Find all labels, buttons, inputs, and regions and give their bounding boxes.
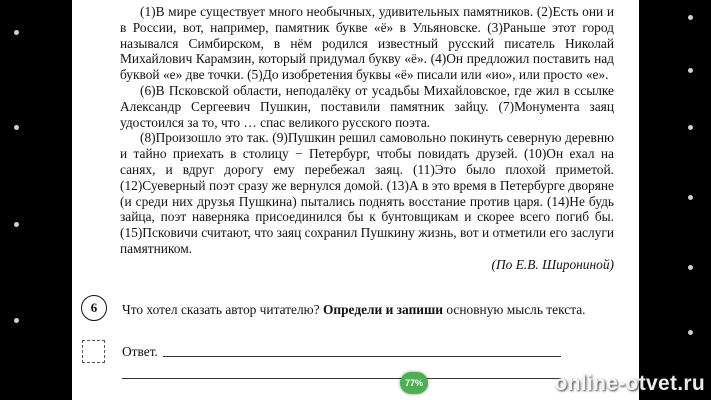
paragraph-1: (1)В мире существует много необычных, удивительных памятников. (2)Есть они и в России, вот, например, памятник букве «ё» в Ульяновске. (3)Раньше этот город назывался Симбирском, в нём родился известный русский писатель Николай Михайлович Карамзин, который придумал букву «ё». (4)Он предложил поставить над буквой «е» две точки. (5)До изобретения буквы «ё» писали или «ио», или просто «е». xyxy=(120,4,614,83)
document-page xyxy=(72,0,639,400)
answer-line-1[interactable] xyxy=(163,356,561,357)
question-text-start: Что хотел сказать автор читателю? xyxy=(122,302,323,317)
left-dot-icon xyxy=(14,30,19,35)
answer-label: Ответ. xyxy=(122,344,158,359)
paragraph-2: (6)В Псковской области, неподалёку от усадьбы Михайловское, где жил в ссылке Александр Сергеевич Пушкин, поставили памятник зайцу. (7)Монумента заяц удостоился за то, что … спас великого русского поэта. xyxy=(120,82,614,130)
left-dot-icon xyxy=(14,222,19,227)
task-number-badge: 6 xyxy=(81,295,107,321)
task-question xyxy=(122,302,612,318)
right-dot-icon xyxy=(688,265,693,270)
reading-text xyxy=(120,4,614,273)
question-text-bold: Определи и запиши xyxy=(322,302,444,317)
right-dot-icon xyxy=(688,125,693,130)
paragraph-3: (8)Произошло это так. (9)Пушкин решил самовольно покинуть северную деревню и тайно приехать в столицу − Петербург, чтобы повидать друзей. (10)Он ехал на санях, и вдруг дорогу ему перебежал заяц. (11)Это было плохой приметой. (12)Суеверный поэт сразу же вернулся домой. (13)А в это время в Петербурге дворяне (и среди них друзья Пушкина) пытались поднять восстание против царя. (14)Не будь зайца, поэт наверняка присоединился бы к бунтовщикам и скорее всего погиб бы. (15)Псковичи считают, что заяц сохранил Пушкину жизнь, вот и отметили его заслуги памятником. xyxy=(120,130,614,256)
author-attribution: (По Е.В. Широниной) xyxy=(491,256,614,272)
right-dot-icon xyxy=(688,195,693,200)
left-dot-icon xyxy=(14,318,19,323)
right-dot-icon xyxy=(688,330,693,335)
progress-badge[interactable]: 77% xyxy=(400,372,428,394)
site-watermark: online-otvet.ru xyxy=(554,372,705,395)
question-text-end: основную мысль текста. xyxy=(443,302,586,317)
answer-line-2[interactable] xyxy=(122,378,561,379)
right-dot-icon xyxy=(688,68,693,73)
answer-score-box[interactable] xyxy=(82,340,105,363)
right-dot-icon xyxy=(688,15,693,20)
left-dot-icon xyxy=(14,125,19,130)
